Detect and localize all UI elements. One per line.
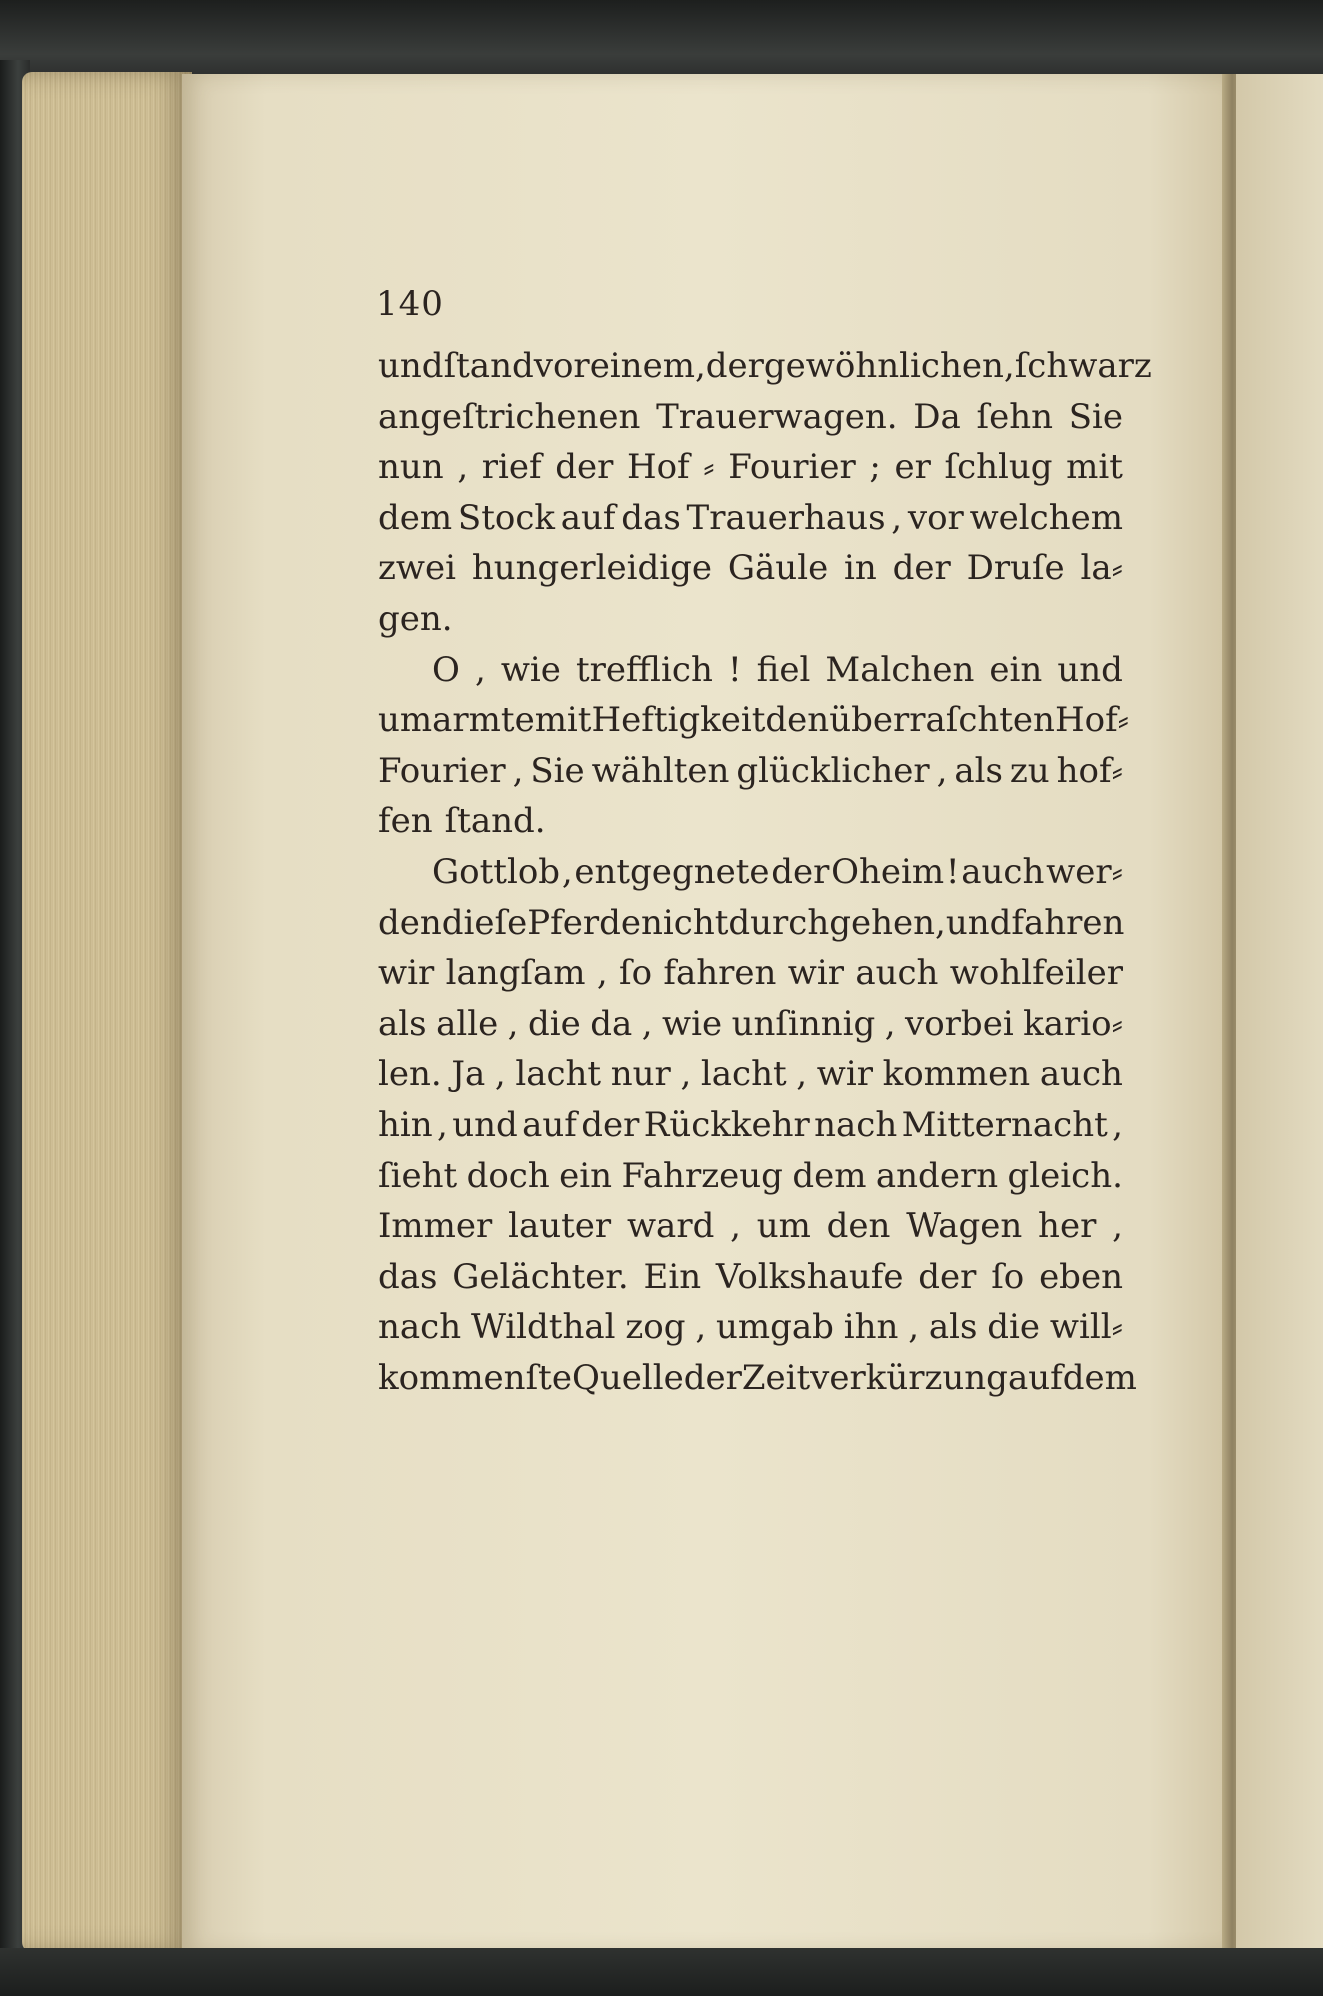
text-line: nach Wildthal zog , umgab ihn , als die will⸗ [378,1307,1123,1348]
text-line: hin , und auf der Rückkehr nach Mitternacht , [378,1105,1123,1145]
text-line: den dieſe Pferde nicht durchgehen , und fahren [378,902,1125,943]
text-line: dem Stock auf das Trauerhaus , vor welchem [378,497,1123,538]
page-edges [22,72,192,1952]
text-line: kommenſte Quelle der Zeitverkürzung auf dem [378,1358,1137,1398]
text-line: ſieht doch ein Fahrzeug dem andern gleich. [378,1155,1123,1196]
text-line: Immer lauter ward , um den Wagen her , [378,1206,1123,1247]
text-line: len. Ja , lacht nur , lacht , wir kommen auch [378,1054,1123,1095]
page-number: 140 [376,284,444,324]
text-line: O , wie trefflich ! fiel Malchen ein und [432,649,1123,690]
text-line: gen. [378,599,453,639]
book-cover-bottom [0,1948,1323,1996]
text-line: zwei hungerleidige Gäule in der Druſe la⸗ [378,548,1123,589]
text-line: angeſtrichenen Trauerwagen. Da ſehn Sie [378,396,1123,437]
book-cover-top [0,0,1323,78]
text-line: nun , rief der Hof ⸗ Fourier ; er ſchlug mit [378,447,1123,488]
text-line: und ſtand vor einem , der gewöhnlichen , ſchwarz [378,346,1152,386]
text-line: wir langſam , ſo fahren wir auch wohlfeiler [378,953,1123,994]
text-line: Fourier , Sie wählten glücklicher , als zu hof⸗ [378,750,1123,791]
text-line: das Gelächter. Ein Volkshaufe der ſo eben [378,1256,1123,1297]
text-line: umarmte mit Heftigkeit den überraſchten Hof⸗ [378,700,1129,741]
text-line: Gottlob , entgegnete der Oheim ! auch wer⸗ [432,852,1123,892]
text-line: fen ſtand. [378,801,546,842]
text-line: als alle , die da , wie unſinnig , vorbei kario⸗ [378,1003,1123,1044]
facing-page-edge [1236,74,1323,1952]
